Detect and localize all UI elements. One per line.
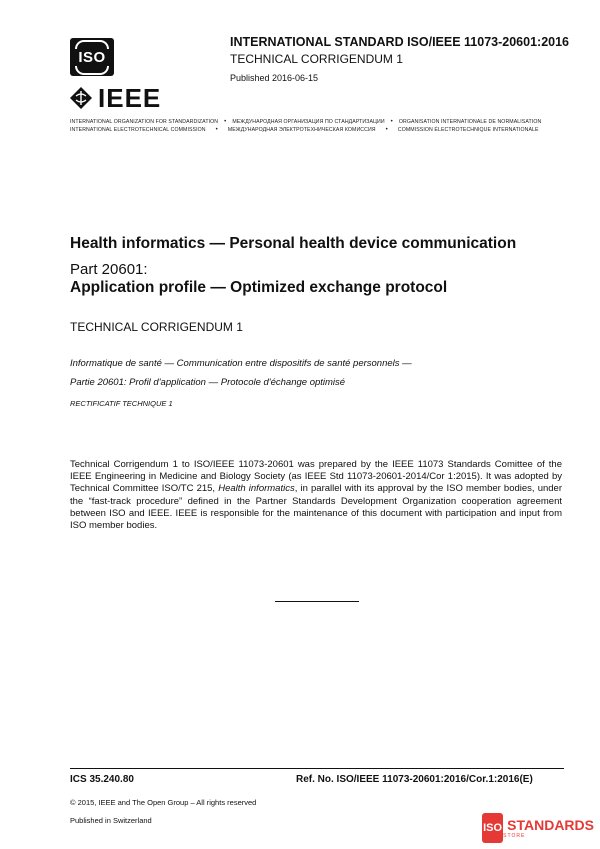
published-date: Published 2016-06-15 (230, 73, 319, 83)
org-iec-ru: МЕЖДУНАРОДНАЯ ЭЛЕКТРОТЕХНИЧЕСКАЯ КОМИССИЯ (227, 127, 376, 133)
footer-rule (70, 768, 564, 769)
standard-title: INTERNATIONAL STANDARD ISO/IEEE 11073-20601:2016 (230, 35, 570, 49)
organizations-line-1 (70, 119, 541, 125)
french-corrigendum-label: RECTIFICATIF TECHNIQUE 1 (70, 399, 173, 408)
foreword-italic: Health informatics (218, 483, 295, 495)
reference-number: Ref. No. ISO/IEEE 11073-20601:2016/Cor.1:2016(E) (296, 774, 533, 785)
bullet-separator: • (390, 119, 393, 125)
org-iec-en: INTERNATIONAL ELECTROTECHNICAL COMMISSION (70, 127, 206, 133)
iso-logo-text: ISO (78, 48, 106, 66)
ics-number: ICS 35.240.80 (70, 774, 134, 785)
corrigendum-label: TECHNICAL CORRIGENDUM 1 (230, 52, 403, 66)
document-part: Part 20601: (70, 261, 148, 278)
org-iso-en: INTERNATIONAL ORGANIZATION FOR STANDARDIZATION (70, 119, 219, 125)
iso-standards-store-badge (482, 812, 594, 844)
foreword-paragraph (70, 459, 562, 532)
bullet-separator: • (385, 127, 388, 133)
copyright-notice: © 2015, IEEE and The Open Group – All rights reserved (70, 798, 257, 807)
document-title: Health informatics — Personal health device communication (70, 235, 517, 252)
ieee-diamond-icon (70, 87, 92, 109)
ieee-logo (70, 85, 161, 111)
french-title-line-1: Informatique de santé — Communication entre dispositifs de santé personnels — (70, 358, 412, 369)
bullet-separator: • (215, 127, 218, 133)
published-in: Published in Switzerland (70, 816, 152, 825)
organizations-line-2 (70, 127, 539, 133)
store-sublabel: STORE (503, 832, 526, 839)
store-iso-icon: ISO (482, 813, 503, 843)
foreword-text-a: Technical Corrigendum 1 to ISO/IEEE 11073-20601 was prepared by the IEEE 11073 Standards Comittee of the IEEE Engineering in Medicine and Biology Society (as IEEE Std 11073-20601-2014/Cor 1:2015). It was adopted by Technical Committee ISO/TC 215, (70, 459, 562, 495)
iso-logo (70, 38, 114, 76)
french-title-line-2: Partie 20601: Profil d'application — Protocole d'échange optimisé (70, 377, 346, 388)
ieee-logo-text: IEEE (98, 83, 162, 113)
iso-logo-arc-bottom (75, 66, 109, 75)
org-iso-fr: ORGANISATION INTERNATIONALE DE NORMALISATION (398, 119, 542, 125)
separator-rule (275, 601, 359, 602)
org-iec-fr: COMMISSION ÉLECTROTECHNIQUE INTERNATIONALE (397, 127, 539, 133)
document-subtitle: Application profile — Optimized exchange protocol (70, 279, 448, 296)
store-label: STANDARDS (507, 816, 594, 833)
bullet-separator: • (224, 119, 227, 125)
technical-corrigendum-label: TECHNICAL CORRIGENDUM 1 (70, 320, 243, 334)
org-iso-ru: МЕЖДУНАРОДНАЯ ОРГАНИЗАЦИЯ ПО СТАНДАРТИЗАЦИИ (232, 119, 385, 125)
foreword-text-b: , in parallel with its approval by the ISO member bodies, under the “fast-track procedure” defined in the Partner Standards Development Organization cooperation agreement between ISO and IEEE. IEEE is responsible for the maintenance of this document with participation and input from ISO member bodies. (70, 483, 562, 532)
store-label-group (503, 818, 594, 839)
iso-logo-arc-top (75, 40, 109, 49)
